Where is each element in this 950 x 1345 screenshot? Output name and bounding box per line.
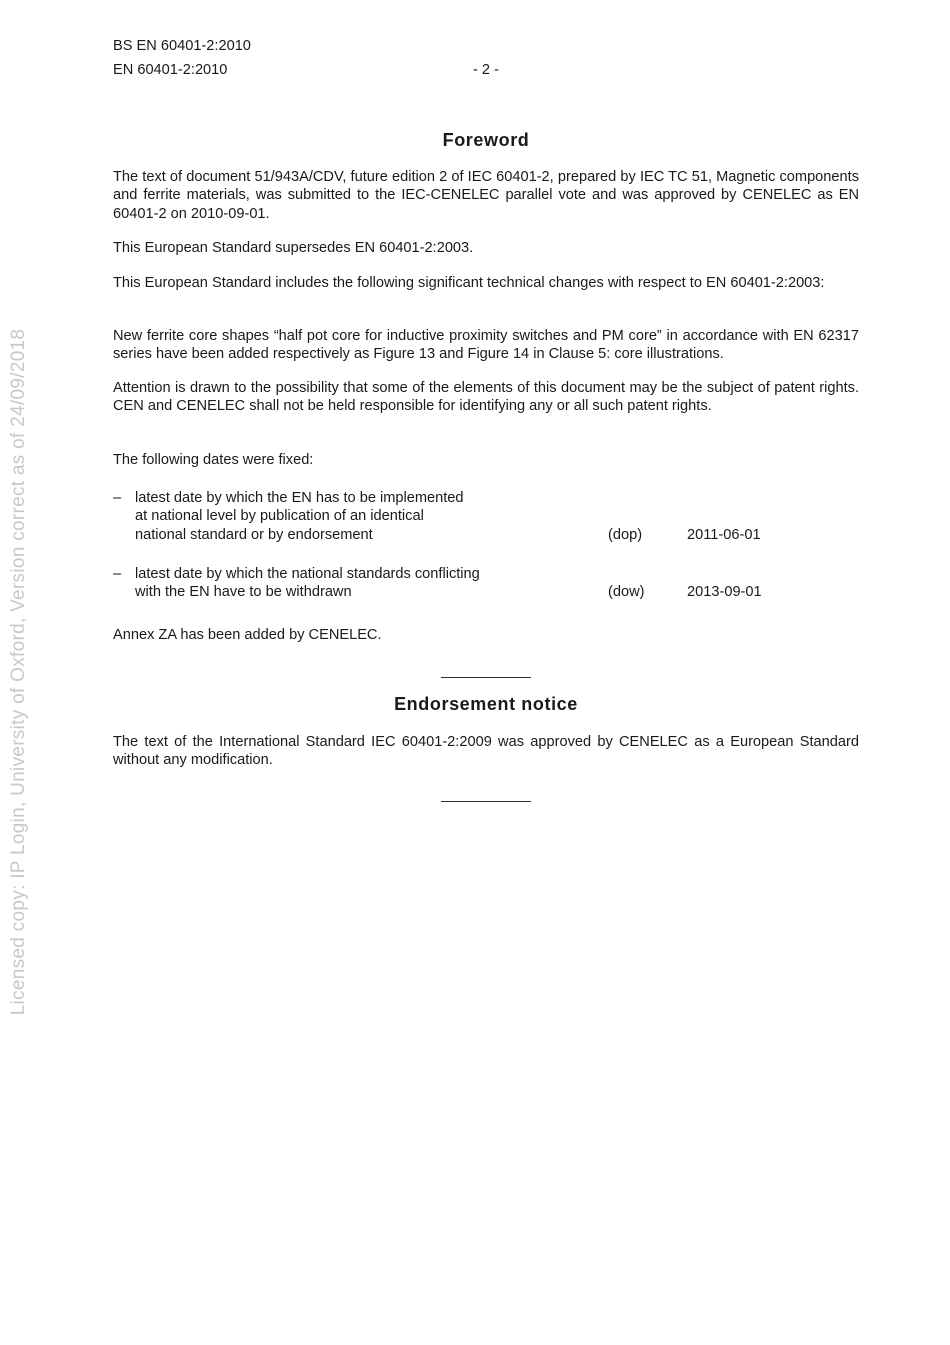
foreword-paragraph-3: This European Standard includes the following significant technical changes with respect to EN 60401-2:2003: [113,275,825,291]
endorsement-paragraph: The text of the International Standard IEC 60401-2:2009 was approved by CENELEC as a European Standard without any modification. [113,734,859,769]
foreword-title: Foreword [442,130,530,150]
date-item-dop-line-3: national standard or by endorsement [135,527,373,543]
license-watermark: Licensed copy: IP Login, University of Oxford, Version correct as of 24/09/2018 [7,328,29,1016]
end-divider [441,801,531,802]
annex-note: Annex ZA has been added by CENELEC. [113,627,382,643]
date-item-dow-abbr: (dow) [608,584,645,600]
date-item-dow-line-2: with the EN have to be withdrawn [135,584,352,600]
header-standard-en: EN 60401-2:2010 [113,62,228,78]
foreword-paragraph-4: New ferrite core shapes “half pot core for inductive proximity switches and PM core” in accordance with EN 62317 series have been added respectively as Figure 13 and Figure 14 in Clause 5: core illustrations. [113,328,859,363]
date-item-dow-date: 2013-09-01 [687,584,762,600]
date-item-dow-line-1: latest date by which the national standards conflicting [135,566,480,582]
date-item-dop-abbr: (dop) [608,527,643,543]
date-item-dop-line-2: at national level by publication of an identical [135,508,424,524]
header-standard-bs: BS EN 60401-2:2010 [113,38,251,54]
section-divider [441,677,531,678]
endorsement-title: Endorsement notice [394,694,578,714]
date-item-dash: – [113,490,122,506]
foreword-paragraph-1: The text of document 51/943A/CDV, future edition 2 of IEC 60401-2, prepared by IEC TC 51, Magnetic components and ferrite materials, was submitted to the IEC-CENELEC parallel vote and was approved by CENELEC as EN 60401-2 on 2010-09-01. [113,169,859,222]
foreword-paragraph-6: The following dates were fixed: [113,452,314,468]
foreword-paragraph-2: This European Standard supersedes EN 60401-2:2003. [113,240,474,256]
date-item-dash: – [113,566,122,582]
page-number: - 2 - [473,62,499,78]
foreword-paragraph-5: Attention is drawn to the possibility that some of the elements of this document may be the subject of patent rights. CEN and CENELEC shall not be held responsible for identifying any or all such patent rights. [113,380,859,415]
date-item-dop-date: 2011-06-01 [687,527,761,543]
date-item-dop-line-1: latest date by which the EN has to be implemented [135,490,464,506]
